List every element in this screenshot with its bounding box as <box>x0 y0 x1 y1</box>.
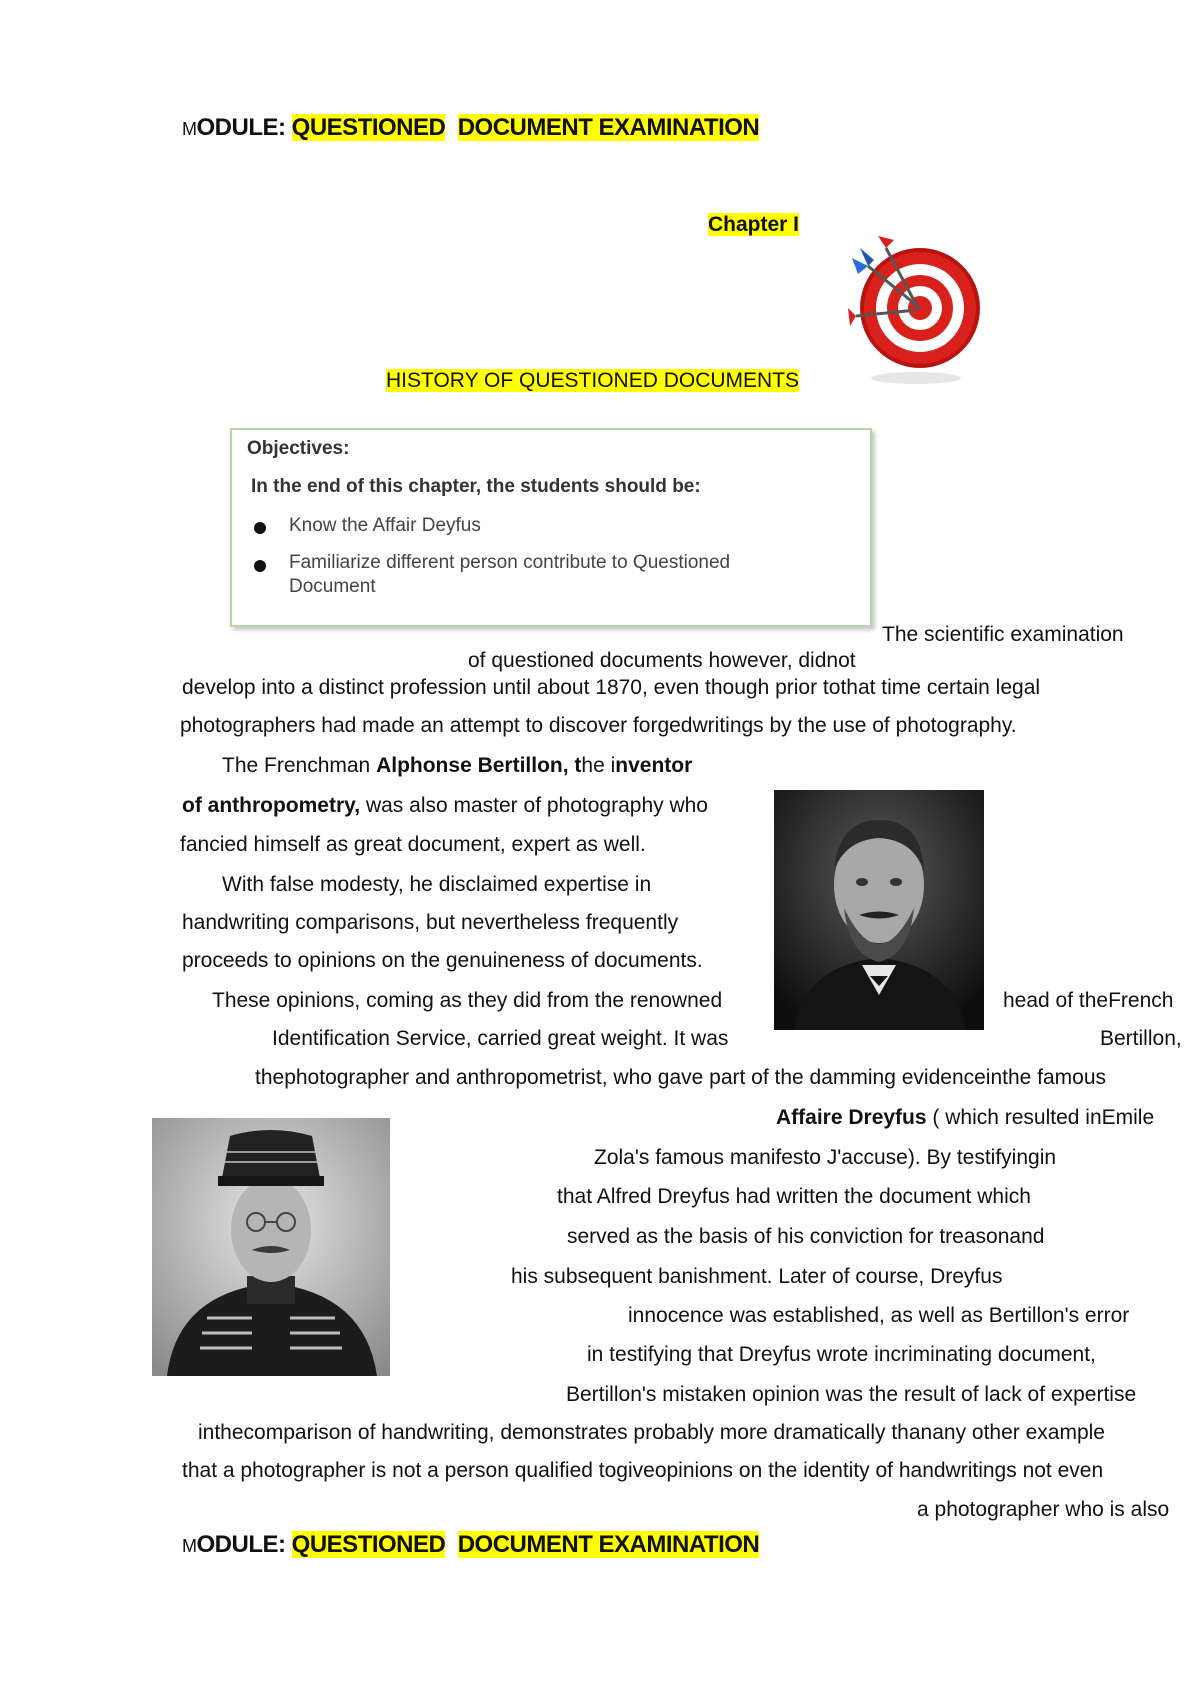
paragraph2-line5: handwriting comparisons, but nevertheless frequently <box>182 911 679 934</box>
module-header-bottom <box>182 1531 759 1559</box>
paragraph2-line10: Affaire Dreyfus ( which resulted inEmile <box>776 1106 1155 1129</box>
paragraph2-line11: Zola's famous manifesto J'accuse). By testifyingin <box>594 1146 1057 1169</box>
module-m-letter: M <box>182 119 197 139</box>
paragraph1-line1: The scientific examination <box>882 623 1124 646</box>
paragraph2-line20: a photographer who is also <box>917 1498 1170 1521</box>
paragraph2-line13: served as the basis of his conviction for treasonand <box>567 1225 1045 1248</box>
module-word-questioned: QUESTIONED <box>291 1531 446 1558</box>
paragraph2-line18: inthecomparison of handwriting, demonstrates probably more dramatically thanany other example <box>198 1421 1105 1444</box>
paragraph2-line2: of anthropometry, was also master of photography who <box>182 794 708 817</box>
paragraph1-line3: develop into a distinct profession until about 1870, even though prior tothat time certain legal <box>182 676 1041 699</box>
paragraph2-line15: innocence was established, as well as Bertillon's error <box>628 1304 1130 1327</box>
target-icon <box>848 236 983 386</box>
paragraph2-line3: fancied himself as great document, expert as well. <box>180 833 646 856</box>
paragraph2-line1: The Frenchman Alphonse Bertillon, the inventor <box>222 754 693 777</box>
module-word-questioned: QUESTIONED <box>291 114 446 141</box>
paragraph1-line4: photographers had made an attempt to discover forgedwritings by the use of photography. <box>180 714 1017 737</box>
page-title: HISTORY OF QUESTIONED DOCUMENTS <box>386 369 800 392</box>
paragraph2-line8a: Identification Service, carried great weight. It was <box>272 1027 729 1050</box>
bullet-icon <box>254 560 266 572</box>
objectives-heading: Objectives: <box>247 438 350 459</box>
paragraph2-line16: in testifying that Dreyfus wrote incriminating document, <box>587 1343 1096 1366</box>
paragraph2-line7b: head of theFrench <box>1003 989 1174 1012</box>
bullet-icon <box>254 522 266 534</box>
paragraph2-line12: that Alfred Dreyfus had written the document which <box>557 1185 1031 1208</box>
objectives-intro: In the end of this chapter, the students should be: <box>251 476 701 497</box>
paragraph2-line6: proceeds to opinions on the genuineness of documents. <box>182 949 703 972</box>
paragraph2-line19: that a photographer is not a person qualified togiveopinions on the identity of handwritings not even <box>182 1459 1104 1482</box>
module-header-top <box>182 114 759 142</box>
module-label: ODULE: <box>196 114 286 141</box>
paragraph2-line8b: Bertillon, <box>1100 1027 1182 1050</box>
paragraph2-line7a: These opinions, coming as they did from the renowned <box>212 989 723 1012</box>
chapter-label: Chapter I <box>708 213 800 236</box>
paragraph2-line4: With false modesty, he disclaimed expertise in <box>222 873 652 896</box>
module-word-document-examination: DOCUMENT EXAMINATION <box>457 114 760 141</box>
module-word-document-examination: DOCUMENT EXAMINATION <box>457 1531 760 1558</box>
paragraph2-line9: thephotographer and anthropometrist, who gave part of the damming evidenceinthe famous <box>255 1066 1107 1089</box>
bertillon-portrait <box>774 790 984 1030</box>
objective-item: Familiarize different person contribute to Questioned Document <box>289 552 731 597</box>
dreyfus-portrait <box>152 1118 390 1376</box>
paragraph1-line2: of questioned documents however, didnot <box>468 649 856 672</box>
module-m-letter: M <box>182 1536 197 1556</box>
objectives-box <box>230 428 872 627</box>
paragraph2-line14: his subsequent banishment. Later of course, Dreyfus <box>511 1265 1003 1288</box>
paragraph2-line17: Bertillon's mistaken opinion was the result of lack of expertise <box>566 1383 1137 1406</box>
objective-item: Know the Affair Deyfus <box>289 515 481 536</box>
module-label: ODULE: <box>196 1531 286 1558</box>
